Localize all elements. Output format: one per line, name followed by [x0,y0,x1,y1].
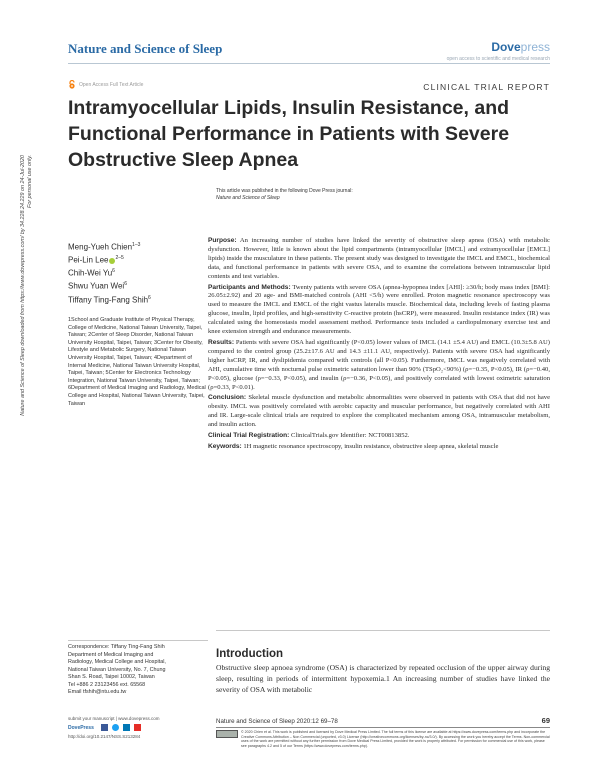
doi-link[interactable]: http://doi.org/10.2147/NSS.S213284 [68,734,141,739]
author[interactable]: Pei-Lin Lee $^{2-5}$ [68,255,124,265]
submission-box [68,716,203,742]
introduction-heading: Introduction [216,648,284,660]
open-access-line [68,80,143,89]
abstract [208,237,550,622]
publisher-logo [491,40,550,54]
footer-rule [216,727,550,728]
dovepress-label: DovePress [68,724,94,731]
affiliations: 1School and Graduate Institute of Physical Therapy, College of Medicine, National Taiwan University, Taipei, Taiwan; 2Center of Sleep Disorder, National Taiwan University Hospital, Taipei, Taiwan; 3Center for Obesity, Lifestyle and Metabolic Surgery, National Taiwan University Hospital, Taipei, Taiwan; 4Department of Internal Medicine, National Taiwan University Hospital, Taipei, Taiwan; 5Center for Electronics Technology Integration, National Taiwan University, Taipei, Taiwan; 6Department of Medical Imaging and Radiology, Medical College and Hospital, National Taiwan University, Taipei, Taiwan [68,317,206,407]
twitter-icon[interactable] [112,724,119,731]
abstract-rule [216,630,550,631]
social-links [101,724,141,731]
open-access-icon [68,80,76,89]
correspondence-email[interactable]: Email tfshih@ntu.edu.tw [68,689,127,695]
cc-license-icon[interactable] [216,730,238,738]
header-rule [68,63,550,64]
publisher-main: Dove [491,40,521,54]
abstract-keywords: Keywords: 1H magnetic resonance spectroscopy, insulin resistance, obstructive sleep apnea, skeletal muscle [208,442,499,450]
license-row [216,730,550,748]
submit-link[interactable]: submit your manuscript | www.dovepress.com [68,716,160,721]
open-access-label: Open Access Full Text Article [79,81,144,88]
introduction-text: Obstructive sleep apnoea syndrome (OSA) is characterized by repeated occlusion of the upper airway during sleep, resulting in periods of intermittent hypoxemia.1 An increasing number of studies have linked the severity of OSA with metabolic [216,663,550,694]
article-type: CLINICAL TRIAL REPORT [423,82,550,92]
side-note-line-1: Nature and Science of Sleep downloaded from https://www.dovepress.com/ by 34.228.24.229 on 24-Jul-2020 [20,155,26,416]
author-list [68,240,208,306]
license-text: © 2020 Chien et al. This work is published and licensed by Dove Medical Press Limited. The full terms of this license are available at https://www.dovepress.com/terms.php and incorporate the Creative Commons Attribution – Non Commercial (unported, v3.0) License (http://creativecommons.org/licenses/by-nc/3.0/). By accessing the work you hereby accept the Terms. Non-commercial uses of the work are permitted without any further permission from Dove Medical Press Limited, provided the work is properly attributed. For permission for commercial use of this work, please see paragraphs 4.2 and 5 of our Terms (https://www.dovepress.com/terms.php). [241,730,550,748]
page-number: 69 [541,716,550,725]
journal-name: Nature and Science of Sleep [68,41,223,56]
publication-note-journal: Nature and Science of Sleep [216,195,280,201]
abstract-results: Results: Patients with severe OSA had significantly (P<0.05) lower values of IMCL (14.1 ±5.4 AU) and EMCL (10.3±5.8 AU) compared to the control group (25.2±17.6 AU and 14.3 ±11.1 AU, respectively). Patients with severe OSA had significantly higher hsCRP, IR, and dyslipidemia compared with controls (all P<0.05). Furthermore, IMCL was negatively correlated with AHI, cumulative time with nocturnal pulse oximetric saturation lower than 90% (TSpO₂<90%) (ρ=−0.35, P<0.05), IR (ρ=−0.40, P<0.05), glucose (ρ=−0.33, P<0.05), and insulin (ρ=−0.36, P<0.05), and positively correlated with lowest oximetric saturation (ρ=0.33, P<0.01). [208,338,550,391]
author[interactable]: Meng-Yueh Chien$^{1-3}$ [68,242,141,252]
abstract-conclusion: Conclusion: Skeletal muscle dysfunction and metabolic abnormalities were observed in patients with OSA that did not have obesity. IMCL was positively correlated with aerobic capacity and muscular performance, but negatively correlated with AHI and IR. Large-scale clinical trials are required to explore the complicated mechanism among OSA, intramuscular metabolism, and insulin action. [208,394,550,429]
side-note-line-2: For personal use only. [27,155,33,208]
linkedin-icon[interactable] [123,724,130,731]
author[interactable]: Tiffany Ting-Fang Shih$^6$ [68,294,151,305]
author[interactable]: Chih-Wei Yu$^6$ [68,268,115,278]
abstract-registration: Clinical Trial Registration: ClinicalTrials.gov Identifier: NCT00813852. [208,432,410,440]
footer-citation: Nature and Science of Sleep 2020:12 69–78 [216,718,338,725]
author[interactable]: Shwu Yuan Wei$^6$ [68,281,127,292]
publication-note-line: This article was published in the following Dove Press journal: [216,188,353,194]
abstract-purpose: Purpose: An increasing number of studies have linked the severity of obstructive sleep apnea (OSA) with metabolic dysfunction. However, little is known about the lipid compartments (intramyocellular [IMCL] and extramyocellular [EMCL] lipids) inside the musculature in these patients. The present study was designed to investigate the IMCL and EMCL, biochemical data, and functional performance in patients with severe OSA, and to examine the correlations between intramuscular lipid contents and test variables. [208,237,550,280]
correspondence-rule [68,640,208,641]
abstract-methods: Participants and Methods: Twenty patients with severe OSA (apnea-hypopnea index [AHI]: ≥30/h; body mass index [BMI]: 26.05±2.92) and 20 age- and BMI-matched controls (AHI <5/h) were enrolled. Proton magnetic resonance spectroscopy was used to measure the IMCL and EMCL of the right vastus lateralis muscle. Biochemical data, including levels of fasting plasma glucose, insulin, lipid profiles, and high-sensitivity C-reactive protein (hsCRP), were measured. Insulin resistance index (IR) was calculated using the homeostasis model assessment method. Performance tests included a cardiopulmonary exercise test and knee extension strength and endurance measurements. [208,283,550,336]
correspondence: Correspondence: Tiffany Ting-Fang Shih Department of Medical Imaging and Radiology, Medical College and Hospital, National Taiwan University, No. 7, Chung Shan S. Road, Taipei 10002, Taiwan Tel +886 2 23123456 ext. 65568 Email tfshih@ntu.edu.tw [68,644,218,697]
publication-note [216,188,353,202]
article-title: Intramyocellular Lipids, Insulin Resistance, and Functional Performance in Patients with Severe Obstructive Sleep Apnea [68,97,510,171]
publisher-tagline: open access to scientific and medical research [446,56,550,62]
facebook-icon[interactable] [101,724,108,731]
download-side-note [20,155,42,615]
publisher-suffix: press [520,40,550,54]
youtube-icon[interactable] [134,724,141,731]
